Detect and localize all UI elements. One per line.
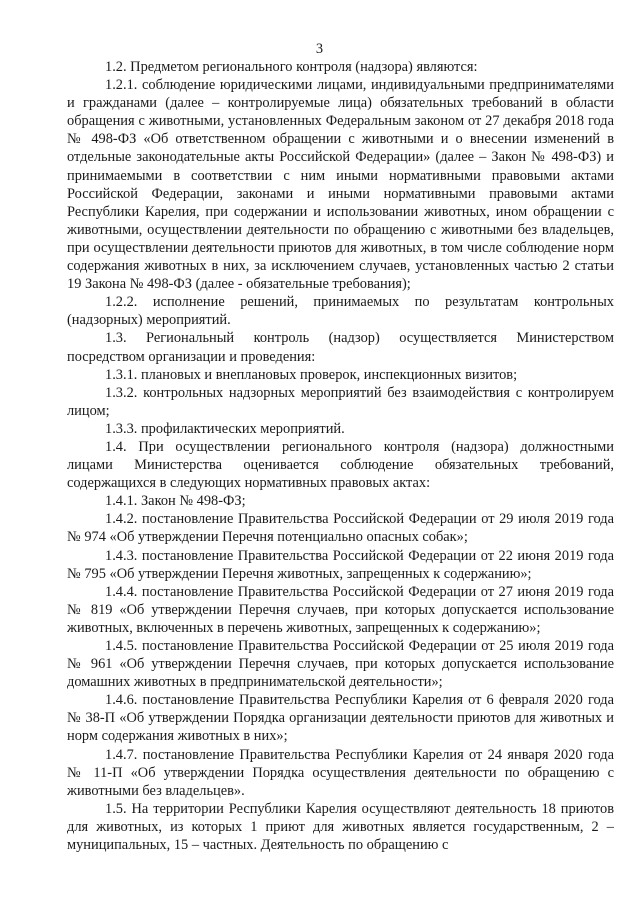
paragraph-1-3-2: 1.3.2. контрольных надзорных мероприятий без взаимодействия с контролируем лицом; [67, 384, 614, 419]
paragraph-1-3: 1.3. Региональный контроль (надзор) осуществляется Министерством посредством организации и проведения: [67, 330, 614, 365]
paragraph-1-4-6: 1.4.6. постановление Правительства Республики Карелия от 6 февраля 2020 года № 38-П «Об утверждении Порядка организации деятельности приютов для животных и норм содержания животных в них»; [67, 692, 614, 745]
page-number: 3 [315, 41, 324, 57]
document-body [67, 58, 614, 854]
paragraph-1-4-4: 1.4.4. постановление Правительства Российской Федерации от 27 июня 2019 года № 819 «Об утверждении Перечня случаев, при которых допускается использование животных, включенных в перечень животных, запрещенных к содержанию»; [67, 583, 614, 636]
paragraph-1-3-1: 1.3.1. плановых и внеплановых проверок, инспекционных визитов; [105, 366, 518, 383]
paragraph-1-4-2: 1.4.2. постановление Правительства Российской Федерации от 29 июля 2019 года № 974 «Об утверждении Перечня потенциально опасных собак»; [67, 511, 614, 546]
paragraph-1-4: 1.4. При осуществлении регионального контроля (надзора) должностными лицами Министерства оценивается соблюдение обязательных требований, содержащихся в следующих нормативных правовых актах: [67, 438, 614, 492]
paragraph-1-2: 1.2. Предметом регионального контроля (надзора) являются: [105, 59, 478, 75]
paragraph-1-4-7: 1.4.7. постановление Правительства Республики Карелия от 24 января 2020 года № 11-П «Об утверждении Порядка осуществления деятельности по обращению с животными без владельцев». [67, 746, 614, 799]
paragraph-1-2-2: 1.2.2. исполнение решений, принимаемых по результатам контрольных (надзорных) мероприятий. [67, 294, 614, 329]
paragraph-1-4-5: 1.4.5. постановление Правительства Российской Федерации от 25 июля 2019 года № 961 «Об утверждении Перечня случаев, при которых допускается использование домашних животных в предпринимательской деятельности»; [67, 638, 614, 691]
paragraph-1-3-3: 1.3.3. профилактических мероприятий. [105, 420, 345, 437]
paragraph-1-2-1: 1.2.1. соблюдение юридическими лицами, индивидуальными предпринимателями и гражданами (далее – контролируемые лица) обязательных требований в области обращения с животными, установленных Федеральным законом от 27 декабря 2018 года № 498-ФЗ «Об ответственном обращении с животными и о внесении изменений в отдельные законодательные акты Российской Федерации» (далее – Закон № 498-ФЗ) и принимаемыми в соответствии с ним иными нормативными правовыми актами Российской Федерации, законами и иными нормативными правовыми актами Республики Карелия, при содержании и использовании животных, ином обращении с животными, осуществлении деятельности по обращению с животными без владельцев, при осуществлении деятельности приютов для животных, в том числе соблюдение норм содержания животных в них, за исключением случаев, установленных частью 2 статьи 19 Закона № 498-ФЗ (далее - обязательные требования); [67, 77, 614, 293]
paragraph-1-4-3: 1.4.3. постановление Правительства Российской Федерации от 22 июня 2019 года № 795 «Об утверждении Перечня животных, запрещенных к содержанию»; [67, 547, 614, 582]
paragraph-1-4-1: 1.4.1. Закон № 498-ФЗ; [105, 493, 246, 510]
paragraph-1-5: 1.5. На территории Республики Карелия осуществляют деятельность 18 приютов для животных, из которых 1 приют для животных является государственным, 2 – муниципальных, 15 – частных. Деятельность по обращению с [67, 800, 614, 854]
